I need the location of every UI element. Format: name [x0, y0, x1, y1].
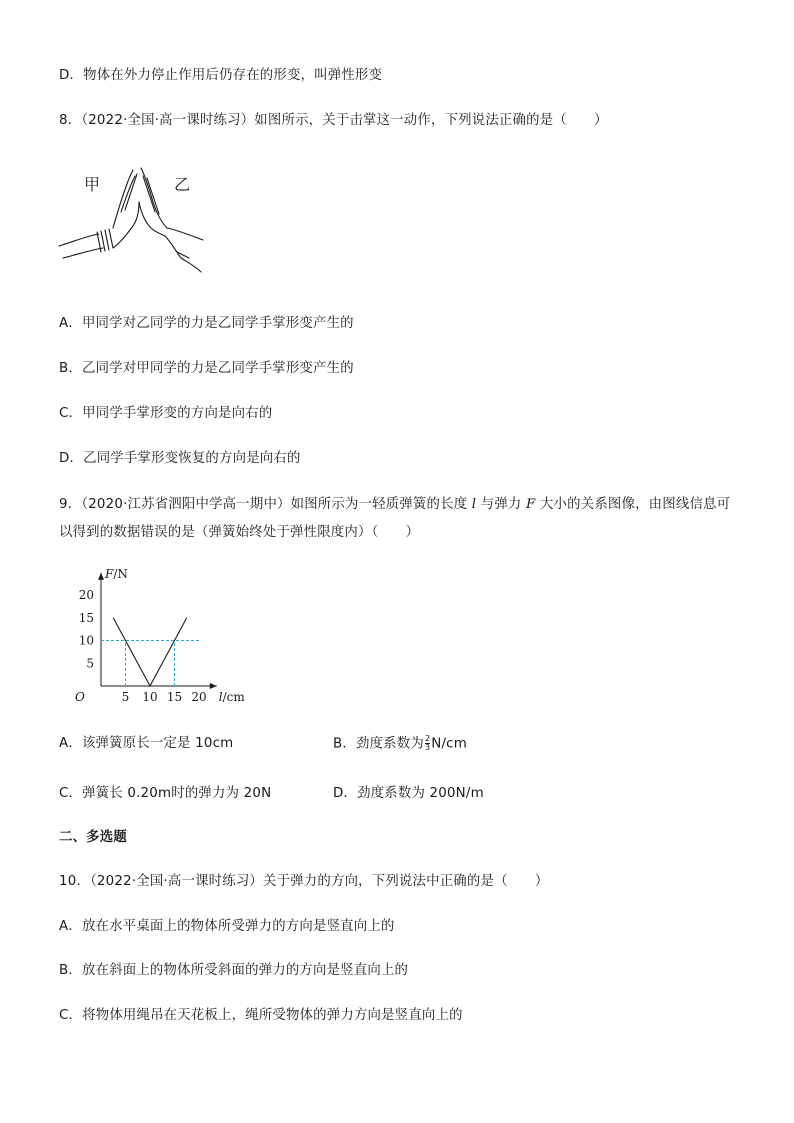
x-tick-label-20: 20	[191, 690, 207, 704]
q9-stem-line2: 以得到的数据错误的是（弹簧始终处于弹性限度内）（ ）	[59, 525, 420, 540]
q9-option-d: D．劲度系数为 200N/m	[333, 786, 484, 801]
q10-stem: 10．（2022·全国·高一课时练习）关于弹力的方向，下列说法中正确的是（ ）	[59, 874, 549, 889]
q8-option-a: A．甲同学对乙同学的力是乙同学手掌形变产生的	[59, 316, 354, 331]
q8-option-c: C．甲同学手掌形变的方向是向右的	[59, 406, 273, 421]
q9-option-b-suffix: N/cm	[431, 736, 467, 752]
y-axis-var: F	[105, 567, 114, 581]
x-axis-unit: /cm	[222, 690, 245, 704]
y-tick-label-20: 20	[78, 588, 94, 602]
x-tick-label-5: 5	[121, 690, 130, 704]
x-axis-arrow	[210, 683, 217, 689]
q8-option-b: B．乙同学对甲同学的力是乙同学手掌形变产生的	[59, 361, 354, 376]
spring-force-length-chart	[55, 562, 245, 710]
y-axis-arrow	[98, 573, 104, 580]
fraction-two-thirds	[425, 735, 430, 752]
y-tick-label-5: 5	[86, 656, 94, 671]
q10-option-b: B．放在斜面上的物体所受斜面的弹力的方向是竖直向上的	[59, 963, 409, 978]
x-tick-label-10: 10	[142, 690, 158, 704]
q9-stem-part3: 大小的关系图像，由图线信息可	[539, 497, 731, 512]
q9-option-b-prefix: B．劲度系数为	[333, 736, 424, 752]
figure-label-yi: 乙	[174, 175, 191, 194]
x-axis-var: l	[218, 690, 223, 704]
q9-stem-part1: 9．（2020·江苏省泗阳中学高一期中）如图所示为一轻质弹簧的长度	[59, 497, 468, 512]
series-line-0	[113, 618, 187, 686]
q10-option-a: A．放在水平桌面上的物体所受弹力的方向是竖直向上的	[59, 919, 395, 934]
y-tick-label-10: 10	[78, 633, 94, 648]
section-title-multiple-choice: 二、多选题	[59, 830, 127, 845]
q9-option-c: C．弹簧长 0.20m时的弹力为 20N	[59, 786, 272, 801]
q8-option-d: D．乙同学手掌形变恢复的方向是向右的	[59, 451, 301, 466]
fraction-numerator: 2	[424, 734, 431, 743]
y-tick-label-15: 15	[78, 610, 94, 625]
q9-stem-line1	[59, 496, 730, 514]
x-tick-label-15: 15	[166, 690, 183, 704]
y-axis-unit: /N	[113, 567, 128, 581]
origin-label: O	[75, 690, 85, 704]
q9-var-f: F	[525, 497, 536, 512]
q8-stem: 8．（2022·全国·高一课时练习）如图所示，关于击掌这一动作，下列说法正确的是（ ）	[59, 113, 608, 128]
clapping-hands-figure	[57, 162, 207, 274]
q9-option-b	[333, 735, 467, 754]
q9-option-a: A．该弹簧原长一定是 10cm	[59, 736, 234, 751]
q9-var-l: l	[471, 497, 477, 512]
q7-option-d: D．物体在外力停止作用后仍存在的形变，叫弹性形变	[59, 68, 383, 83]
x-axis-label	[219, 690, 246, 704]
y-axis-label	[104, 567, 128, 581]
q10-option-c: C．将物体用绳吊在天花板上，绳所受物体的弹力方向是竖直向上的	[59, 1008, 463, 1023]
figure-label-jia: 甲	[84, 175, 101, 194]
fraction-denominator: 3	[424, 743, 431, 752]
q9-stem-part2: 与弹力	[480, 497, 522, 512]
